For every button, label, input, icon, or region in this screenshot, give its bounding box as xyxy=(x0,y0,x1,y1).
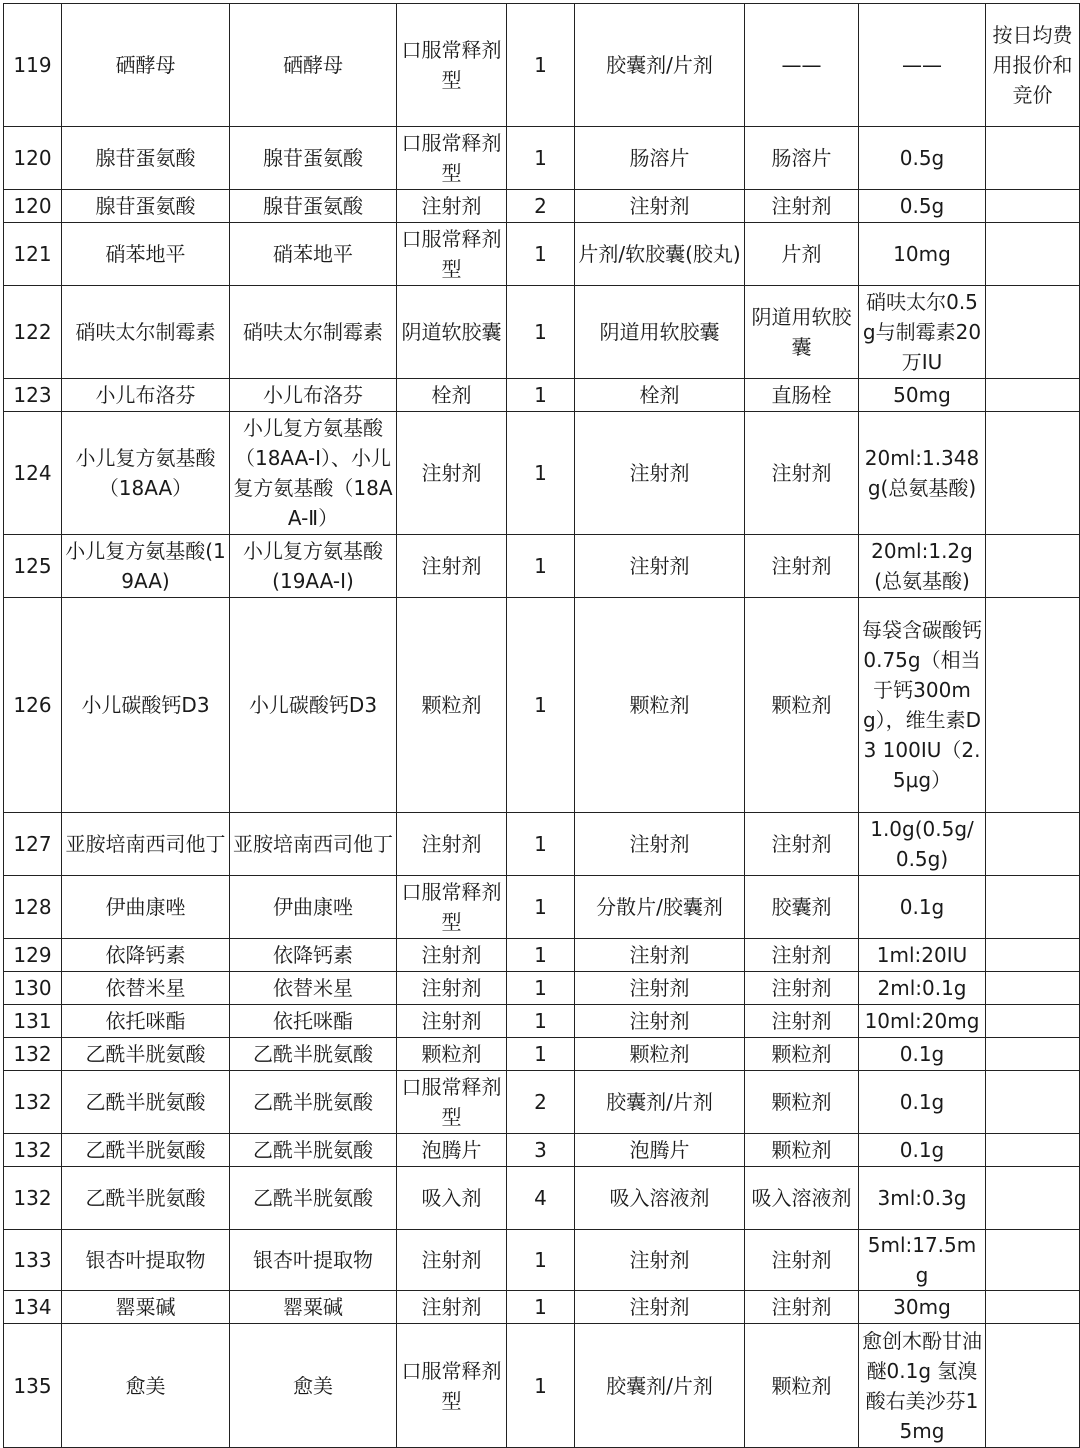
cell-included-name: 乙酰半胱氨酸 xyxy=(230,1167,397,1230)
cell-specific-form: 颗粒剂 xyxy=(575,598,745,813)
cell-dosage-form: 注射剂 xyxy=(397,1291,507,1324)
cell-included-name: 小儿复方氨基酸(19AA-Ⅰ) xyxy=(230,535,397,598)
cell-sequence: 1 xyxy=(507,535,575,598)
cell-reference-form: 注射剂 xyxy=(745,813,859,876)
cell-specific-form: 胶囊剂/片剂 xyxy=(575,1324,745,1448)
cell-specific-form: 注射剂 xyxy=(575,1230,745,1291)
cell-number: 119 xyxy=(4,4,62,127)
cell-note xyxy=(986,223,1080,286)
cell-dosage-form: 颗粒剂 xyxy=(397,1038,507,1071)
table-row xyxy=(4,223,1080,286)
cell-generic-name: 愈美 xyxy=(62,1324,230,1448)
cell-reference-form: 颗粒剂 xyxy=(745,598,859,813)
cell-dosage-form: 口服常释剂型 xyxy=(397,223,507,286)
table-row xyxy=(4,1134,1080,1167)
cell-sequence: 1 xyxy=(507,972,575,1005)
cell-included-name: 银杏叶提取物 xyxy=(230,1230,397,1291)
cell-dosage-form: 栓剂 xyxy=(397,379,507,412)
cell-note xyxy=(986,412,1080,535)
cell-number: 121 xyxy=(4,223,62,286)
cell-generic-name: 亚胺培南西司他丁 xyxy=(62,813,230,876)
cell-reference-spec: 3ml:0.3g xyxy=(859,1167,986,1230)
cell-specific-form: 胶囊剂/片剂 xyxy=(575,4,745,127)
drug-table xyxy=(3,3,1080,1448)
cell-generic-name: 乙酰半胱氨酸 xyxy=(62,1038,230,1071)
cell-specific-form: 注射剂 xyxy=(575,412,745,535)
cell-specific-form: 注射剂 xyxy=(575,535,745,598)
cell-generic-name: 依降钙素 xyxy=(62,939,230,972)
cell-reference-form: 吸入溶液剂 xyxy=(745,1167,859,1230)
cell-reference-form: 阴道用软胶囊 xyxy=(745,286,859,379)
cell-number: 130 xyxy=(4,972,62,1005)
cell-number: 120 xyxy=(4,190,62,223)
cell-reference-spec: 0.5g xyxy=(859,190,986,223)
table-row xyxy=(4,286,1080,379)
cell-included-name: 罂粟碱 xyxy=(230,1291,397,1324)
cell-specific-form: 栓剂 xyxy=(575,379,745,412)
cell-sequence: 1 xyxy=(507,412,575,535)
cell-reference-spec: 20ml:1.348g(总氨基酸) xyxy=(859,412,986,535)
cell-sequence: 1 xyxy=(507,4,575,127)
cell-generic-name: 硝呋太尔制霉素 xyxy=(62,286,230,379)
cell-specific-form: 泡腾片 xyxy=(575,1134,745,1167)
cell-reference-form: 颗粒剂 xyxy=(745,1324,859,1448)
cell-dosage-form: 口服常释剂型 xyxy=(397,127,507,190)
cell-generic-name: 乙酰半胱氨酸 xyxy=(62,1134,230,1167)
cell-number: 126 xyxy=(4,598,62,813)
cell-note xyxy=(986,1038,1080,1071)
table-row xyxy=(4,4,1080,127)
cell-note xyxy=(986,190,1080,223)
cell-reference-form: 片剂 xyxy=(745,223,859,286)
cell-sequence: 1 xyxy=(507,1324,575,1448)
cell-included-name: 腺苷蛋氨酸 xyxy=(230,127,397,190)
cell-reference-spec: 20ml:1.2g(总氨基酸) xyxy=(859,535,986,598)
cell-reference-spec: 10mg xyxy=(859,223,986,286)
table-body xyxy=(4,4,1080,1448)
cell-included-name: 愈美 xyxy=(230,1324,397,1448)
cell-sequence: 2 xyxy=(507,190,575,223)
cell-reference-spec: 0.1g xyxy=(859,876,986,939)
cell-dosage-form: 注射剂 xyxy=(397,535,507,598)
cell-specific-form: 分散片/胶囊剂 xyxy=(575,876,745,939)
cell-generic-name: 依托咪酯 xyxy=(62,1005,230,1038)
cell-generic-name: 腺苷蛋氨酸 xyxy=(62,127,230,190)
table-row xyxy=(4,876,1080,939)
cell-reference-form: 注射剂 xyxy=(745,1230,859,1291)
table-row xyxy=(4,1230,1080,1291)
cell-reference-form: 注射剂 xyxy=(745,972,859,1005)
cell-note xyxy=(986,1167,1080,1230)
table-row xyxy=(4,1038,1080,1071)
cell-dosage-form: 注射剂 xyxy=(397,412,507,535)
cell-note xyxy=(986,1324,1080,1448)
cell-included-name: 依替米星 xyxy=(230,972,397,1005)
cell-included-name: 依降钙素 xyxy=(230,939,397,972)
cell-included-name: 腺苷蛋氨酸 xyxy=(230,190,397,223)
cell-number: 129 xyxy=(4,939,62,972)
cell-note xyxy=(986,1134,1080,1167)
cell-generic-name: 硒酵母 xyxy=(62,4,230,127)
cell-generic-name: 腺苷蛋氨酸 xyxy=(62,190,230,223)
cell-note xyxy=(986,535,1080,598)
cell-note xyxy=(986,1291,1080,1324)
table-row xyxy=(4,813,1080,876)
cell-dosage-form: 注射剂 xyxy=(397,190,507,223)
cell-reference-form: 颗粒剂 xyxy=(745,1134,859,1167)
cell-sequence: 1 xyxy=(507,223,575,286)
cell-number: 131 xyxy=(4,1005,62,1038)
cell-included-name: 小儿布洛芬 xyxy=(230,379,397,412)
cell-sequence: 1 xyxy=(507,813,575,876)
cell-sequence: 1 xyxy=(507,127,575,190)
cell-dosage-form: 泡腾片 xyxy=(397,1134,507,1167)
cell-note xyxy=(986,972,1080,1005)
cell-specific-form: 注射剂 xyxy=(575,1005,745,1038)
cell-reference-spec: 硝呋太尔0.5g与制霉素20万IU xyxy=(859,286,986,379)
cell-number: 125 xyxy=(4,535,62,598)
cell-dosage-form: 颗粒剂 xyxy=(397,598,507,813)
cell-sequence: 1 xyxy=(507,876,575,939)
cell-specific-form: 注射剂 xyxy=(575,190,745,223)
cell-number: 127 xyxy=(4,813,62,876)
cell-included-name: 乙酰半胱氨酸 xyxy=(230,1134,397,1167)
cell-reference-form: —— xyxy=(745,4,859,127)
cell-reference-spec: 50mg xyxy=(859,379,986,412)
cell-generic-name: 依替米星 xyxy=(62,972,230,1005)
cell-reference-spec: 1ml:20IU xyxy=(859,939,986,972)
cell-reference-form: 注射剂 xyxy=(745,535,859,598)
cell-included-name: 乙酰半胱氨酸 xyxy=(230,1038,397,1071)
cell-reference-form: 注射剂 xyxy=(745,412,859,535)
cell-specific-form: 注射剂 xyxy=(575,939,745,972)
cell-reference-spec: 每袋含碳酸钙0.75g（相当于钙300mg），维生素D3 100IU（2.5μg） xyxy=(859,598,986,813)
cell-specific-form: 注射剂 xyxy=(575,972,745,1005)
cell-dosage-form: 阴道软胶囊 xyxy=(397,286,507,379)
cell-specific-form: 肠溶片 xyxy=(575,127,745,190)
cell-reference-form: 颗粒剂 xyxy=(745,1071,859,1134)
cell-generic-name: 伊曲康唑 xyxy=(62,876,230,939)
cell-included-name: 乙酰半胱氨酸 xyxy=(230,1071,397,1134)
cell-sequence: 3 xyxy=(507,1134,575,1167)
table-row xyxy=(4,379,1080,412)
cell-note xyxy=(986,1230,1080,1291)
cell-sequence: 1 xyxy=(507,286,575,379)
cell-generic-name: 小儿布洛芬 xyxy=(62,379,230,412)
cell-reference-form: 胶囊剂 xyxy=(745,876,859,939)
table-row xyxy=(4,412,1080,535)
cell-number: 124 xyxy=(4,412,62,535)
cell-specific-form: 胶囊剂/片剂 xyxy=(575,1071,745,1134)
cell-generic-name: 乙酰半胱氨酸 xyxy=(62,1071,230,1134)
cell-reference-form: 直肠栓 xyxy=(745,379,859,412)
cell-dosage-form: 口服常释剂型 xyxy=(397,876,507,939)
cell-note xyxy=(986,379,1080,412)
cell-reference-form: 注射剂 xyxy=(745,1291,859,1324)
cell-dosage-form: 口服常释剂型 xyxy=(397,1071,507,1134)
cell-sequence: 1 xyxy=(507,1230,575,1291)
cell-number: 133 xyxy=(4,1230,62,1291)
cell-specific-form: 吸入溶液剂 xyxy=(575,1167,745,1230)
cell-generic-name: 硝苯地平 xyxy=(62,223,230,286)
cell-specific-form: 注射剂 xyxy=(575,1291,745,1324)
cell-reference-spec: 1.0g(0.5g/0.5g) xyxy=(859,813,986,876)
cell-dosage-form: 口服常释剂型 xyxy=(397,4,507,127)
cell-dosage-form: 注射剂 xyxy=(397,972,507,1005)
cell-specific-form: 阴道用软胶囊 xyxy=(575,286,745,379)
cell-sequence: 1 xyxy=(507,939,575,972)
cell-generic-name: 银杏叶提取物 xyxy=(62,1230,230,1291)
cell-note xyxy=(986,813,1080,876)
table-row xyxy=(4,1005,1080,1038)
cell-dosage-form: 注射剂 xyxy=(397,939,507,972)
cell-included-name: 硝呋太尔制霉素 xyxy=(230,286,397,379)
cell-note xyxy=(986,598,1080,813)
table-row xyxy=(4,1291,1080,1324)
cell-reference-spec: 30mg xyxy=(859,1291,986,1324)
cell-note xyxy=(986,939,1080,972)
cell-specific-form: 片剂/软胶囊(胶丸) xyxy=(575,223,745,286)
cell-note: 按日均费用报价和竞价 xyxy=(986,4,1080,127)
cell-reference-spec: 0.1g xyxy=(859,1038,986,1071)
cell-number: 132 xyxy=(4,1167,62,1230)
cell-number: 122 xyxy=(4,286,62,379)
cell-number: 120 xyxy=(4,127,62,190)
cell-number: 132 xyxy=(4,1071,62,1134)
cell-note xyxy=(986,876,1080,939)
cell-note xyxy=(986,286,1080,379)
cell-reference-form: 注射剂 xyxy=(745,939,859,972)
cell-included-name: 伊曲康唑 xyxy=(230,876,397,939)
table-row xyxy=(4,1324,1080,1448)
cell-included-name: 亚胺培南西司他丁 xyxy=(230,813,397,876)
cell-reference-spec: 0.1g xyxy=(859,1134,986,1167)
cell-included-name: 硝苯地平 xyxy=(230,223,397,286)
cell-reference-spec: 0.5g xyxy=(859,127,986,190)
cell-sequence: 2 xyxy=(507,1071,575,1134)
cell-sequence: 1 xyxy=(507,1291,575,1324)
cell-reference-form: 注射剂 xyxy=(745,190,859,223)
cell-dosage-form: 吸入剂 xyxy=(397,1167,507,1230)
cell-number: 134 xyxy=(4,1291,62,1324)
cell-sequence: 1 xyxy=(507,1005,575,1038)
cell-included-name: 小儿复方氨基酸（18AA-Ⅰ）、小儿复方氨基酸（18AA-Ⅱ） xyxy=(230,412,397,535)
cell-generic-name: 乙酰半胱氨酸 xyxy=(62,1167,230,1230)
table-row xyxy=(4,1071,1080,1134)
table-row xyxy=(4,1167,1080,1230)
cell-generic-name: 罂粟碱 xyxy=(62,1291,230,1324)
cell-reference-form: 注射剂 xyxy=(745,1005,859,1038)
table-row xyxy=(4,127,1080,190)
cell-reference-spec: 10ml:20mg xyxy=(859,1005,986,1038)
cell-dosage-form: 注射剂 xyxy=(397,813,507,876)
cell-included-name: 硒酵母 xyxy=(230,4,397,127)
cell-number: 128 xyxy=(4,876,62,939)
cell-note xyxy=(986,1005,1080,1038)
cell-generic-name: 小儿复方氨基酸（18AA） xyxy=(62,412,230,535)
cell-generic-name: 小儿碳酸钙D3 xyxy=(62,598,230,813)
cell-number: 135 xyxy=(4,1324,62,1448)
cell-reference-spec: —— xyxy=(859,4,986,127)
cell-specific-form: 颗粒剂 xyxy=(575,1038,745,1071)
cell-dosage-form: 注射剂 xyxy=(397,1005,507,1038)
cell-note xyxy=(986,1071,1080,1134)
table-row xyxy=(4,598,1080,813)
cell-sequence: 1 xyxy=(507,1038,575,1071)
cell-note xyxy=(986,127,1080,190)
table-row xyxy=(4,190,1080,223)
cell-reference-spec: 0.1g xyxy=(859,1071,986,1134)
cell-included-name: 依托咪酯 xyxy=(230,1005,397,1038)
cell-number: 132 xyxy=(4,1038,62,1071)
cell-generic-name: 小儿复方氨基酸(19AA) xyxy=(62,535,230,598)
cell-reference-form: 颗粒剂 xyxy=(745,1038,859,1071)
cell-sequence: 4 xyxy=(507,1167,575,1230)
cell-sequence: 1 xyxy=(507,379,575,412)
table-row xyxy=(4,939,1080,972)
cell-included-name: 小儿碳酸钙D3 xyxy=(230,598,397,813)
cell-dosage-form: 口服常释剂型 xyxy=(397,1324,507,1448)
cell-number: 132 xyxy=(4,1134,62,1167)
cell-reference-form: 肠溶片 xyxy=(745,127,859,190)
table-row xyxy=(4,972,1080,1005)
cell-reference-spec: 2ml:0.1g xyxy=(859,972,986,1005)
cell-number: 123 xyxy=(4,379,62,412)
cell-reference-spec: 愈创木酚甘油醚0.1g 氢溴酸右美沙芬15mg xyxy=(859,1324,986,1448)
cell-reference-spec: 5ml:17.5mg xyxy=(859,1230,986,1291)
table-row xyxy=(4,535,1080,598)
cell-sequence: 1 xyxy=(507,598,575,813)
cell-dosage-form: 注射剂 xyxy=(397,1230,507,1291)
cell-specific-form: 注射剂 xyxy=(575,813,745,876)
